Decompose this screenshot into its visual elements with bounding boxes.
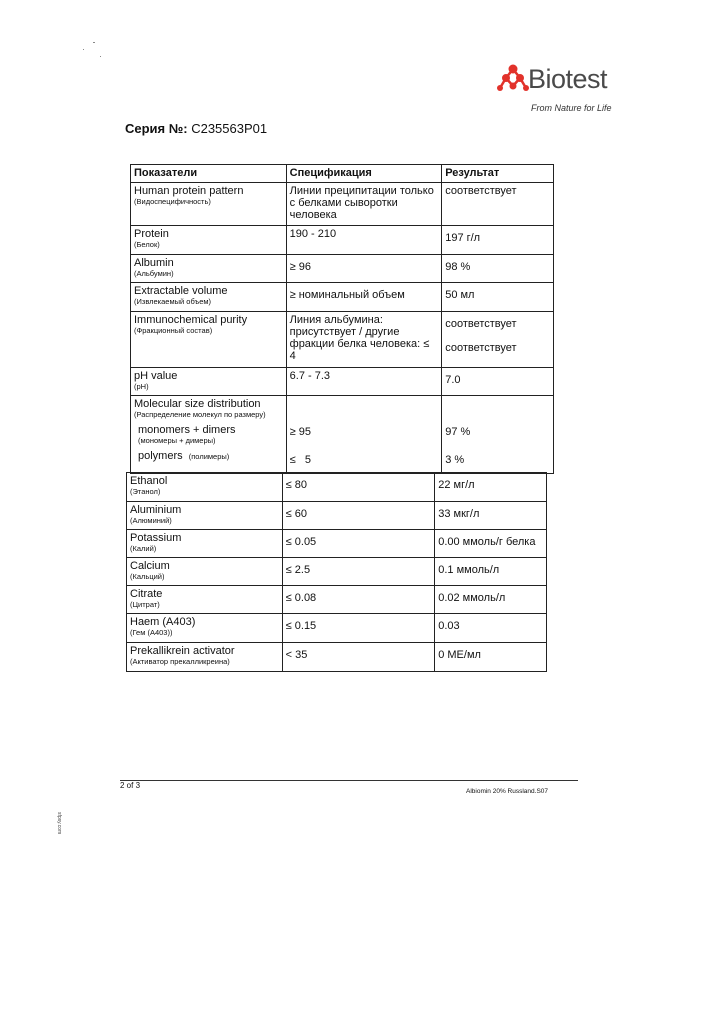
- row-result: 0.02 ммоль/л: [438, 592, 506, 604]
- row-spec: ≥ 96: [289, 261, 311, 273]
- table-row: [131, 226, 554, 255]
- molecule-logo-icon: [497, 62, 529, 94]
- row-spec: < 35: [285, 649, 308, 661]
- row-spec: ≤ 0.05: [285, 536, 317, 548]
- row-name: Albumin: [134, 257, 174, 269]
- row-result: 0.1 ммоль/л: [438, 564, 500, 576]
- row-spec: 6.7 - 7.3: [286, 368, 442, 396]
- sub-item-polymers-ru: (полимеры): [188, 452, 230, 461]
- row-name: Potassium: [130, 532, 182, 544]
- table-row: [127, 530, 547, 558]
- row-result: 50 мл: [445, 289, 475, 301]
- row-result: 7.0: [445, 374, 461, 386]
- row-name-ru: (Извлекаемый объем): [134, 297, 212, 306]
- table-row: [131, 368, 554, 396]
- row-name-ru: (Кальций): [130, 572, 165, 581]
- row-name: Calcium: [130, 560, 170, 572]
- row-name-ru: (Альбумин): [134, 269, 174, 278]
- row-name: Aluminium: [130, 504, 182, 516]
- row-result: 0 МЕ/мл: [438, 649, 481, 661]
- row-name: Molecular size distribution: [134, 398, 261, 410]
- sub1-spec: ≥ 95: [289, 426, 311, 438]
- row-spec: ≤ 60: [285, 508, 308, 520]
- table-header-row: [131, 165, 554, 183]
- row-result: 197 г/л: [445, 232, 481, 244]
- table-row: [127, 558, 547, 586]
- row-name: Haem (A403): [130, 616, 196, 628]
- footer-divider: [120, 780, 578, 781]
- row-spec: ≤ 0.08: [285, 592, 317, 604]
- sub1-result: 97 %: [445, 426, 471, 438]
- scan-speck: [83, 49, 84, 50]
- table-row: [131, 312, 554, 368]
- row-spec: ≤ 2.5: [285, 564, 311, 576]
- specification-table-lower: [126, 472, 547, 672]
- table-row: [127, 643, 547, 672]
- scan-speck: [100, 56, 101, 57]
- sub2-result: 3 %: [445, 454, 465, 466]
- table-row: [127, 614, 547, 643]
- row-name-ru: (Распределение молекул по размеру): [134, 410, 266, 419]
- row-name: Immunochemical purity: [134, 314, 248, 326]
- row-name-ru: (Фракционный состав): [134, 326, 213, 335]
- table-row: [131, 255, 554, 283]
- table-row: [127, 586, 547, 614]
- row-name: Ethanol: [130, 475, 168, 487]
- row-name: Extractable volume: [134, 285, 228, 297]
- row-name: pH value: [134, 370, 178, 382]
- sub-item-monomers: monomers + dimers: [138, 424, 236, 436]
- row-result: 22 мг/л: [438, 479, 475, 491]
- row-name: Human protein pattern: [134, 185, 244, 197]
- row-result: 33 мкг/л: [438, 508, 480, 520]
- brand-name: Biotest: [528, 64, 608, 94]
- row-spec: Линии преципитации только с белками сыворотки человека: [286, 183, 442, 226]
- row-name-ru: (Видоспецифичность): [134, 197, 211, 206]
- table-row: [127, 473, 547, 502]
- row-result-2: соответствует: [445, 342, 517, 354]
- row-result-1: соответствует: [445, 318, 517, 330]
- row-result: 98 %: [445, 261, 471, 273]
- sub-item-polymers-en: polymers: [138, 450, 183, 462]
- document-id: Albiomin 20% Russland.S07: [466, 788, 549, 795]
- table-row: [127, 502, 547, 530]
- table-row: [131, 396, 554, 474]
- row-result: 0.00 ммоль/г белка: [438, 536, 536, 548]
- row-name-ru: (Белок): [134, 240, 160, 249]
- row-name-ru: (Цитрат): [130, 600, 160, 609]
- sub-item-polymers: [134, 446, 283, 462]
- row-name: Prekallikrein activator: [130, 645, 235, 657]
- row-name-ru: (Калий): [130, 544, 157, 553]
- row-spec: ≤ 0.15: [285, 620, 317, 632]
- row-name-ru: (Гем (A403)): [130, 628, 173, 637]
- header-indicators: Показатели: [131, 165, 287, 183]
- row-name-ru: (Активатор прекалликреина): [130, 657, 230, 666]
- header-result: Результат: [442, 165, 554, 183]
- row-spec: Линия альбумина: присутствует / другие фракции белка человека: ≤ 4: [286, 312, 442, 368]
- specification-table-upper: [130, 164, 554, 474]
- row-name-ru: (pH): [134, 382, 149, 391]
- row-result: 0.03: [438, 620, 460, 632]
- row-name-ru: (Алюминий): [130, 516, 172, 525]
- row-name: Citrate: [130, 588, 163, 600]
- series-value: C235563P01: [191, 121, 268, 136]
- row-name-ru: (Этанол): [130, 487, 161, 496]
- series-label: Серия №:: [125, 121, 188, 136]
- table-row: [131, 283, 554, 312]
- row-name: Protein: [134, 228, 169, 240]
- row-spec: ≥ номинальный объем: [289, 289, 405, 301]
- header-specification: Спецификация: [286, 165, 442, 183]
- row-result: соответствует: [442, 183, 554, 226]
- sub-item-monomers-ru: (мономеры + димеры): [138, 436, 216, 445]
- row-spec: 190 - 210: [286, 226, 442, 255]
- table-row: [131, 183, 554, 226]
- page-number: 2 of 3: [120, 781, 141, 790]
- row-spec: ≤ 80: [285, 479, 308, 491]
- side-watermark: sfpsy.com: [56, 812, 62, 835]
- sub2-spec: ≤ 5: [289, 454, 311, 466]
- scan-speck: [93, 42, 95, 43]
- biotest-logo: [497, 62, 617, 118]
- series-number: [125, 121, 267, 136]
- brand-tagline: From Nature for Life: [531, 103, 612, 113]
